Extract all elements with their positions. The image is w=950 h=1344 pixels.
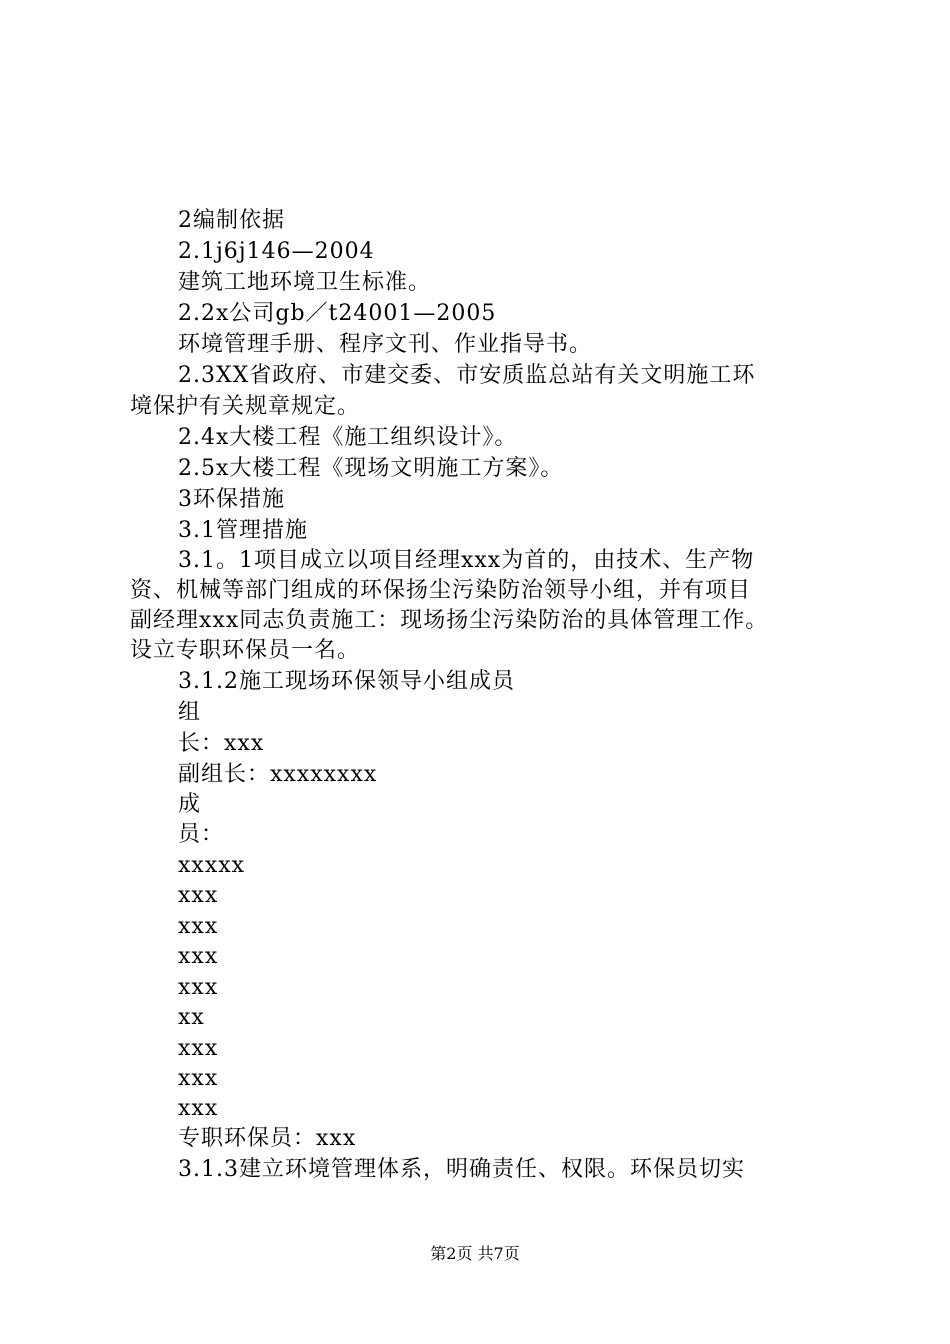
section-heading-3: 3环保措施	[178, 487, 285, 512]
text-line: 2.1j6j146—2004	[178, 239, 375, 264]
text-line: 建筑工地环境卫生标准。	[178, 270, 432, 295]
text-line: 员：	[178, 822, 225, 847]
member-name: xxxxx	[178, 853, 246, 878]
section-heading-2: 2编制依据	[178, 208, 285, 233]
text-line: 2.5x大楼工程《现场文明施工方案》。	[178, 456, 564, 481]
text-line: 专职环保员：xxx	[178, 1126, 357, 1151]
text-line: 副组长：xxxxxxxx	[178, 762, 378, 787]
text-line: 2.2x公司gb／t24001—2005	[178, 301, 497, 326]
text-line: 组	[178, 700, 202, 725]
member-name: xxx	[178, 975, 219, 1000]
member-name: xxx	[178, 914, 219, 939]
text-line: 成	[178, 792, 202, 817]
text-line: 资、机械等部门组成的环保扬尘污染防治领导小组，并有项目	[130, 578, 752, 603]
member-name: xxx	[178, 1096, 219, 1121]
text-line: 长：xxx	[178, 731, 265, 756]
member-name: xxx	[178, 883, 219, 908]
member-name: xxx	[178, 944, 219, 969]
text-line: 2.3XX省政府、市建交委、市安质监总站有关文明施工环	[178, 363, 756, 388]
text-line: 设立专职环保员一名。	[130, 638, 361, 663]
text-line: 环境管理手册、程序文刊、作业指导书。	[178, 332, 593, 357]
text-line: 3.1.2施工现场环保领导小组成员	[178, 669, 515, 694]
member-name: xx	[178, 1005, 205, 1030]
text-line: 3.1。1项目成立以项目经理xxx为首的，由技术、生产物	[178, 548, 755, 573]
text-line: 2.4x大楼工程《施工组织设计》。	[178, 425, 518, 450]
text-line: 境保护有关规章规定。	[130, 394, 361, 419]
subsection-heading: 3.1管理措施	[178, 518, 308, 543]
text-line: 副经理xxx同志负责施工：现场扬尘污染防治的具体管理工作。	[130, 608, 769, 633]
member-name: xxx	[178, 1036, 219, 1061]
page-footer: 第2页 共7页	[430, 1244, 520, 1263]
text-line: 3.1.3建立环境管理体系，明确责任、权限。环保员切实	[178, 1157, 745, 1182]
member-name: xxx	[178, 1066, 219, 1091]
